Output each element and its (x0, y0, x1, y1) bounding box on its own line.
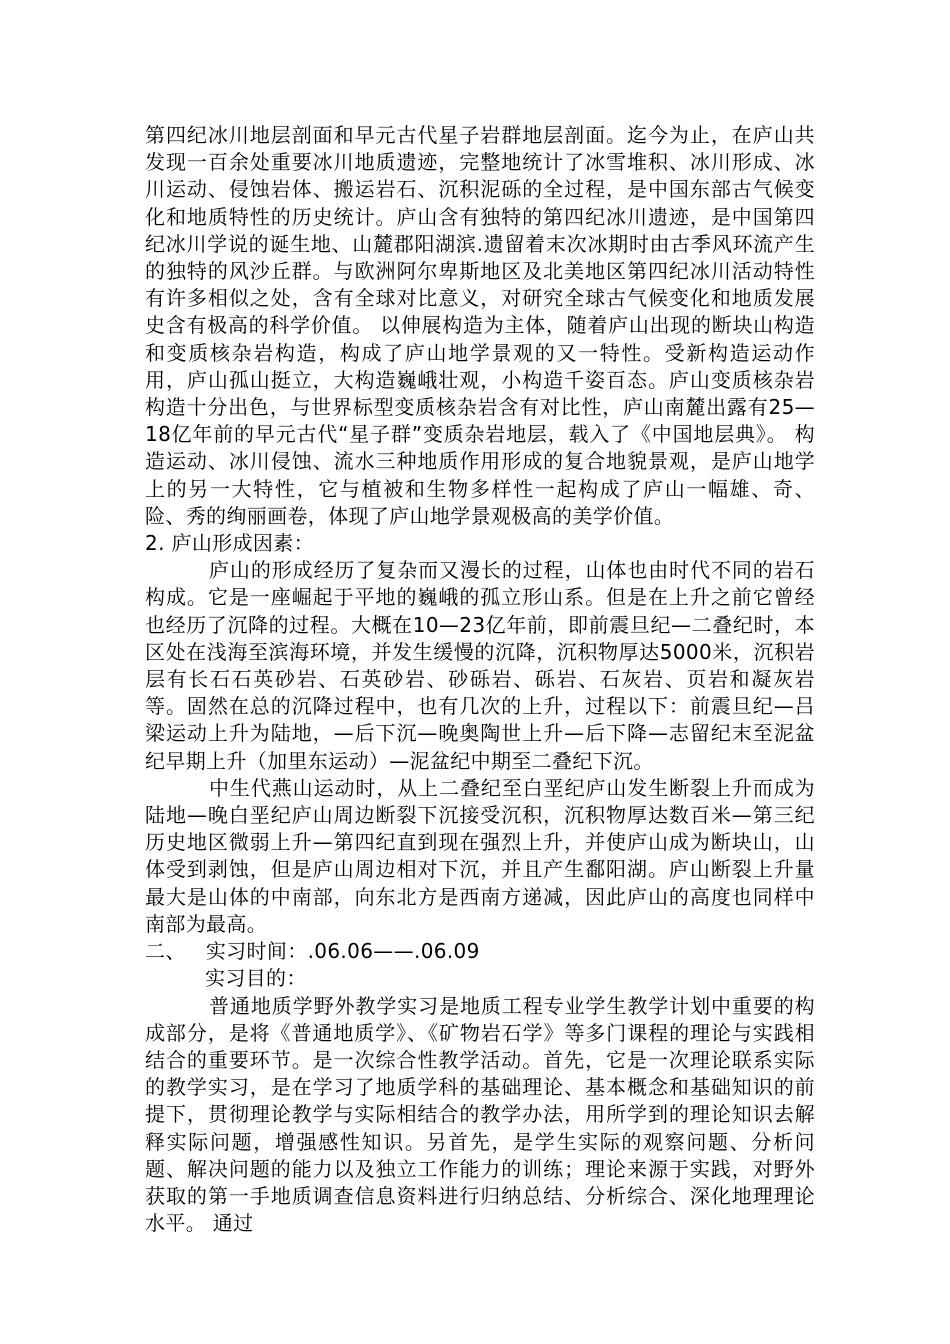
document-page (145, 122, 815, 1237)
paragraph-glacier-geology: 第四纪冰川地层剖面和早元古代星子岩群地层剖面。迄今为止，在庐山共发现一百余处重要冰川地质遗迹，完整地统计了冰雪堆积、冰川形成、冰川运动、侵蚀岩体、搬运岩石、沉积泥砾的全过程，是中国东部古气候变化和地质特性的历史统计。庐山含有独特的第四纪冰川遗迹，是中国第四纪冰川学说的诞生地、山麓郡阳湖滨.遗留着末次冰期时由古季风环流产生的独特的风沙丘群。与欧洲阿尔卑斯地区及北美地区第四纪冰川活动特性有许多相似之处，含有全球对比意义，对研究全球古气候变化和地质发展史含有极高的科学价值。 以伸展构造为主体，随着庐山出现的断块山构造和变质核杂岩构造，构成了庐山地学景观的又一特性。受新构造运动作用，庐山孤山挺立，大构造巍峨壮观，小构造千姿百态。庐山变质核杂岩构造十分出色，与世界标型变质核杂岩含有对比性，庐山南麓出露有25—18亿年前的早元古代“星子群”变质杂岩地层，载入了《中国地层典》。 构造运动、冰川侵蚀、流水三种地质作用形成的复合地貌景观，是庐山地学上的另一大特性，它与植被和生物多样性一起构成了庐山一幅雄、奇、险、秀的绚丽画卷，体现了庐山地学景观极高的美学价值。 (145, 123, 815, 528)
heading-internship-purpose: 实习目的： (205, 966, 307, 991)
heading-formation-factors: 2. 庐山形成因素： (145, 531, 314, 556)
paragraph-internship-purpose: 普通地质学野外教学实习是地质工程专业学生教学计划中重要的构成部分，是将《普通地质学》、《矿物岩石学》等多门课程的理论与实践相结合的重要环节。是一次综合性教学活动。首先，它是一次理论联系实际的教学实习，是在学习了地质学科的基础理论、基本概念和基础知识的前提下，贯彻理论教学与实际相结合的教学办法，用所学到的理论知识去解释实际问题，增强感性知识。另首先，是学生实际的观察问题、分析问题、解决问题的能力以及独立工作能力的训练；理论来源于实践，对野外获取的第一手地质调查信息资料进行归纳总结、分析综合、深化地理理论水平。 通过 (145, 993, 815, 1236)
heading-internship-time: 二、 实习时间：.06.06——.06.09 (145, 939, 480, 964)
paragraph-formation-process: 庐山的形成经历了复杂而又漫长的过程，山体也由时代不同的岩石构成。它是一座崛起于平地的巍峨的孤立形山系。但是在上升之前它曾经也经历了沉降的过程。大概在10—23亿年前，即前震旦纪—二叠纪时，本区处在浅海至滨海环境，并发生缓慢的沉降，沉积物厚达5000米，沉积岩层有长石石英砂岩、石英砂岩、砂砾岩、砾岩、石灰岩、页岩和凝灰岩等。固然在总的沉降过程中，也有几次的上升，过程以下：前震旦纪—吕梁运动上升为陆地，—后下沉—晚奥陶世上升—后下降—志留纪末至泥盆纪早期上升（加里东运动）—泥盆纪中期至二叠纪下沉。 (145, 558, 815, 773)
paragraph-yanshan-movement: 中生代燕山运动时，从上二叠纪至白垩纪庐山发生断裂上升而成为陆地—晚白垩纪庐山周边断裂下沉接受沉积，沉积物厚达数百米—第三纪历史地区微弱上升—第四纪直到现在强烈上升，并使庐山成为断块山，山体受到剥蚀，但是庐山周边相对下沉，并且产生鄱阳湖。庐山断裂上升量最大是山体的中南部，向东北方是西南方递减，因此庐山的高度也同样中南部为最高。 (145, 775, 815, 936)
